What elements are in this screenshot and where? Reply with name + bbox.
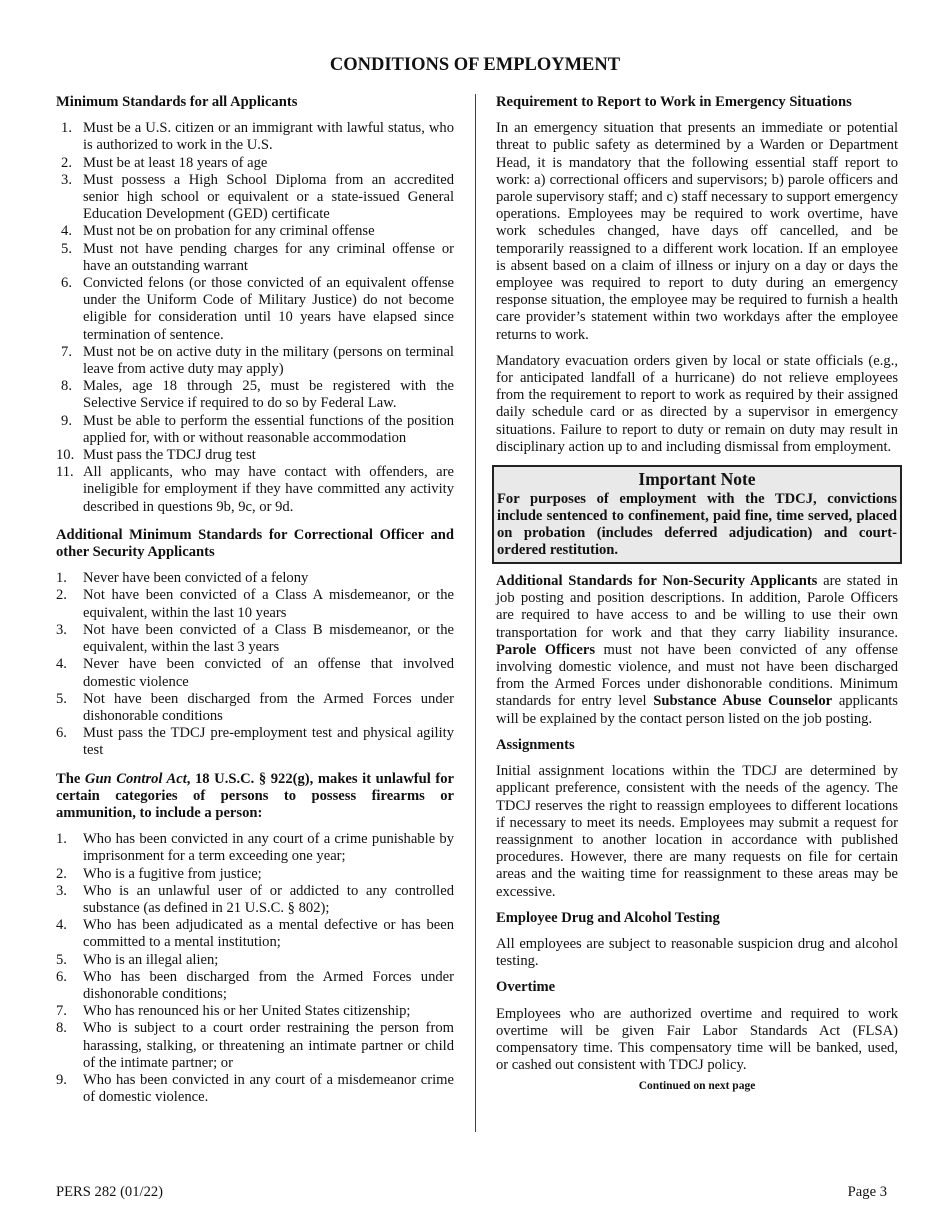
page-title: CONDITIONS OF EMPLOYMENT <box>329 55 621 75</box>
list-item: 1. Never have been convicted of a felony <box>56 570 309 587</box>
column-divider <box>475 94 476 1132</box>
non-security-paragraph: Additional Standards for Non-Security Applicants are stated in job posting and position descriptions. In addition, Parole Officers are required to have access to and be willing to use their own transportation for work and that they carry liability insurance. Parole Officers must not have been convicted of any offense involving domestic violence, and must not have been discharged from the Armed Forces under dishonorable conditions. Minimum standards for entry level Substance Abuse Counselor applicants will be explained by the contact person listed on the job posting. <box>496 573 899 727</box>
list-item: 8. Males, age 18 through 25, must be registered with the Selective Service if required to do so by Federal Law. <box>61 378 454 412</box>
list-item: 9. Must be able to perform the essential functions of the position applied for, with or without reasonable accommodation <box>61 412 454 446</box>
list-item: 4. Never have been convicted of an offense that involved domestic violence <box>56 656 454 690</box>
important-note-title: Important Note <box>638 469 756 490</box>
drug-testing-heading: Employee Drug and Alcohol Testing <box>496 909 720 926</box>
list-item: 4. Who has been adjudicated as a mental defective or has been committed to a mental institution; <box>56 917 454 951</box>
list-item: 6. Convicted felons (or those convicted of an equivalent offense under the Uniform Code of Military Justice) do not become eligible for consideration until 10 years have elapsed since termination of sentence. <box>61 275 454 343</box>
list-item: 2. Not have been convicted of a Class A misdemeanor, or the equivalent, within the last 10 years <box>56 587 454 621</box>
important-note-text: For purposes of employment with the TDCJ, convictions include sentenced to confinement, paid fine, time served, placed on probation (includes deferred adjudication) and court-ordered restitution. <box>497 491 897 559</box>
min-standards-list <box>56 120 454 516</box>
emergency-heading: Requirement to Report to Work in Emergency Situations <box>496 94 852 110</box>
drug-testing-paragraph: All employees are subject to reasonable suspicion drug and alcohol testing. <box>496 935 898 970</box>
overtime-paragraph: Employees who are authorized overtime and required to work overtime will be given Fair Labor Standards Act (FLSA) compensatory time. This compensatory time will be banked, used, or cashed out consistent with TDCJ policy. <box>496 1005 898 1074</box>
right-column <box>496 94 898 1096</box>
list-item: 1. Who has been convicted in any court of a crime punishable by imprisonment for a term exceeding one year; <box>56 831 454 865</box>
list-item: 3. Must possess a High School Diploma from an accredited senior high school or equivalent or a state-issued General Education Development (GED) certificate <box>61 171 454 223</box>
list-item: 11. All applicants, who may have contact with offenders, are ineligible for employment if they have committed any activity described in questions 9b, 9c, or 9d. <box>56 464 454 515</box>
min-standards-heading: Minimum Standards for all Applicants <box>56 94 298 110</box>
list-item: 8. Who is subject to a court order restraining the person from harassing, stalking, or threatening an intimate partner or child of the intimate partner; or <box>56 1020 454 1071</box>
overtime-heading: Overtime <box>496 979 556 996</box>
list-item: 10. Must pass the TDCJ drug test <box>56 447 256 464</box>
list-item: 3. Not have been convicted of a Class B misdemeanor, or the equivalent, within the last 3 years <box>56 621 454 656</box>
list-item: 6. Who has been discharged from the Armed Forces under dishonorable conditions; <box>56 968 454 1002</box>
list-item: 9. Who has been convicted in any court of a misdemeanor crime of domestic violence. <box>56 1071 454 1106</box>
assignments-heading: Assignments <box>496 736 575 753</box>
continued-note: Continued on next page <box>638 1080 756 1093</box>
list-item: 5. Must not have pending charges for any criminal offense or have an outstanding warrant <box>61 240 454 274</box>
important-note-box <box>492 465 902 564</box>
evacuation-paragraph: Mandatory evacuation orders given by local or state officials (e.g., for anticipated landfall of a hurricane) do not relieve employees from the requirement to report to work as required by their assigned daily schedule card or as directed by a supervisor in emergency situations. Failure to report to duty or remain on duty may result in disciplinary action up to and including dismissal from employment. <box>496 352 898 455</box>
gun-control-act-list <box>56 831 454 1106</box>
list-item: 2. Who is a fugitive from justice; <box>56 865 262 882</box>
emergency-paragraph: In an emergency situation that presents an immediate or potential threat to public safety as determined by a Warden or Department Head, it is mandatory that the following essential staff report to work: a) correctional officers and supervisors; b) parole officers and parole supervisory staff; and c) staff necessary to support emergency operations. Employees may be required to work overtime, have work schedules changed, have days off cancelled, and be temporarily reassigned to a different work location. If an employee is absent based on a claim of illness or injury on a day or days the employee was required to report to duty during an emergency response situation, the employee may be required to furnish a health care provider’s statement within two workdays after the employee returns to work. <box>496 120 898 343</box>
assignments-paragraph: Initial assignment locations within the TDCJ are determined by applicant preference, consistent with the needs of the agency. The TDCJ reserves the right to reassign employees to different locations if necessary to meet its needs. Employees may submit a request for reassignment to another location in accordance with published procedures. However, there are many requests on file for certain areas and the waiting time for reassignment to these areas may be excessive. <box>496 763 898 900</box>
list-item: 4. Must not be on probation for any criminal offense <box>61 223 375 240</box>
list-item: 2. Must be at least 18 years of age <box>61 154 268 171</box>
list-item: 5. Who is an illegal alien; <box>56 951 219 968</box>
list-item: 7. Who has renounced his or her United States citizenship; <box>56 1003 411 1020</box>
list-item: 6. Must pass the TDCJ pre-employment test and physical agility test <box>56 725 454 759</box>
form-id: PERS 282 (01/22) <box>56 1184 164 1200</box>
list-item: 3. Who is an unlawful user of or addicted to any controlled substance (as defined in 21 U.S.C. § 802); <box>56 882 454 916</box>
list-item: 7. Must not be on active duty in the military (persons on terminal leave from active duty may apply) <box>61 343 454 378</box>
co-standards-list <box>56 570 454 759</box>
gun-control-act-heading: The Gun Control Act, 18 U.S.C. § 922(g), makes it unlawful for certain categories of persons to possess firearms or ammunition, to include a person: <box>56 770 454 821</box>
left-column <box>56 94 454 1106</box>
list-item: 5. Not have been discharged from the Armed Forces under dishonorable conditions <box>56 690 454 724</box>
page-number: Page 3 <box>847 1184 887 1200</box>
list-item: 1. Must be a U.S. citizen or an immigrant with lawful status, who is authorized to work in the U.S. <box>61 120 454 154</box>
co-standards-heading: Additional Minimum Standards for Correctional Officer and other Security Applicants <box>56 526 454 561</box>
